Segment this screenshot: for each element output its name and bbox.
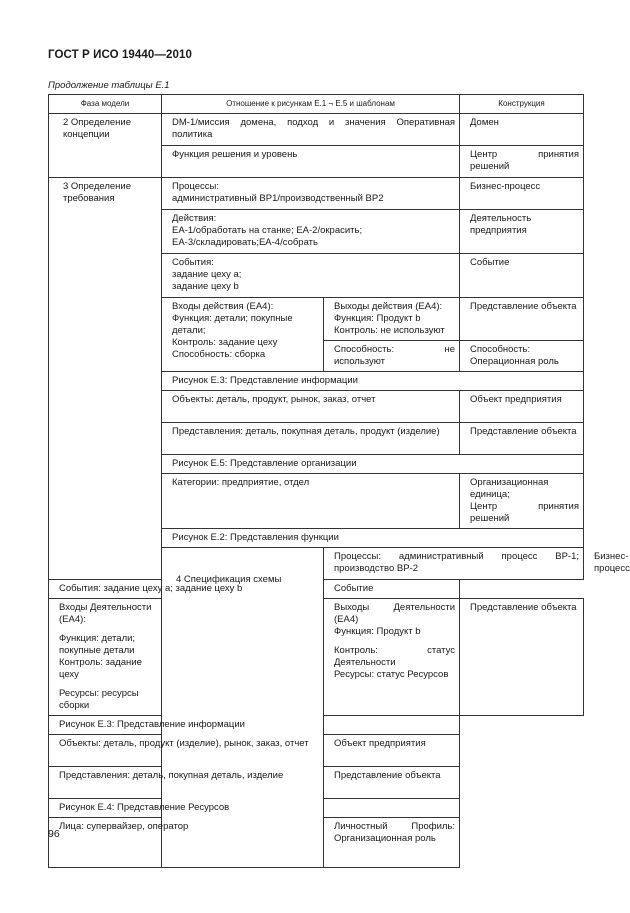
- figure-ref-cell: Рисунок Е.5: Представление организации: [162, 455, 584, 474]
- page-number: 96: [48, 828, 60, 840]
- outputs-function: Функция: Продукт b: [334, 626, 421, 637]
- table-continuation-caption: Продолжение таблицы Е.1: [48, 80, 170, 91]
- relation-cell: События: задание цеху a; задание цеху b: [49, 580, 324, 599]
- inputs-function: Функция: детали; покупные детали: [59, 633, 136, 656]
- construct-cell: Представление объекта: [460, 599, 584, 716]
- figure-ref-cell: Рисунок Е.3: Представление информации: [49, 716, 460, 735]
- relation-cell: События: задание цеху a; задание цеху b: [162, 254, 460, 298]
- relation-cell: Объекты: деталь, продукт, рынок, заказ, отчет: [162, 391, 460, 423]
- construct-cell: Способность: Операционная роль: [460, 341, 584, 372]
- figure-ref-cell: Рисунок Е.2: Представления функции: [162, 529, 584, 548]
- construct-cell: Представление объекта: [324, 767, 460, 799]
- relation-outputs-cell: [324, 599, 460, 716]
- phase-cell: 2 Определение концепции: [49, 114, 162, 178]
- relation-outputs-cell: Способность: не используют: [324, 341, 460, 372]
- relation-cell: Представления: деталь, покупная деталь, изделие: [49, 767, 324, 799]
- outputs-control: Контроль: статус Деятельности: [334, 645, 456, 668]
- construct-cell: Домен: [460, 114, 584, 146]
- outputs-resources: Ресурсы: статус Ресурсов: [334, 669, 449, 680]
- relation-cell: Процессы: административный BP1/производственный BP2: [162, 178, 460, 210]
- table-e1: [48, 94, 630, 868]
- relation-cell: Процессы: административный процесс BP-1; производство BP-2: [324, 548, 584, 580]
- inputs-title: Входы Деятельности (EA4):: [59, 602, 152, 625]
- table-row: [49, 767, 584, 799]
- table-row: [49, 580, 584, 599]
- col-header-relation: Отношение к рисункам Е.1 ¬ Е.5 и шаблонам: [162, 95, 460, 114]
- table-row: 4 Спецификация схемы Процессы: административный процесс BP-1; производство BP-2 Бизнес-процесс: [49, 548, 584, 580]
- outputs-title: Выходы Деятельности (EA4): [334, 602, 456, 625]
- relation-cell: Представления: деталь, покупная деталь, продукт (изделие): [162, 423, 460, 455]
- relation-cell: Категории: предприятие, отдел: [162, 474, 460, 529]
- construct-cell: Деятельность предприятия: [460, 210, 584, 254]
- figure-ref-cell: Рисунок Е.4: Представление Ресурсов: [49, 799, 460, 818]
- inputs-resources: Ресурсы: ресурсы сборки: [59, 688, 139, 711]
- table-row: [49, 716, 584, 735]
- table-row: [49, 114, 584, 146]
- col-header-phase: Фаза модели: [49, 95, 162, 114]
- relation-cell: Действия: EA-1/обработать на станке; EA-2/окрасить; EA-3/складировать;EA-4/собрать: [162, 210, 460, 254]
- inputs-control: Контроль: задание цеху: [59, 657, 142, 680]
- construct-cell: Представление объекта: [460, 423, 584, 455]
- construct-cell: Бизнес-процесс: [460, 178, 584, 210]
- relation-cell: DM-1/миссия домена, подход и значения Оперативная политика: [162, 114, 460, 146]
- construct-cell: Личностный Профиль: Организационная роль: [324, 818, 460, 868]
- construct-cell: Организационная единица; Центр принятия решений: [460, 474, 584, 529]
- document-header: ГОСТ Р ИСО 19440—2010: [48, 49, 193, 61]
- table-header-row: [49, 95, 584, 114]
- col-header-construct: Конструкция: [460, 95, 584, 114]
- relation-outputs-cell: Выходы действия (EA4): Функция: Продукт b Контроль: не используют: [324, 298, 460, 341]
- construct-cell: Событие: [460, 254, 584, 298]
- table-row: [49, 178, 584, 210]
- relation-cell: Функция решения и уровень: [162, 146, 460, 178]
- relation-inputs-cell: [49, 599, 162, 716]
- figure-ref-cell: Рисунок Е.3: Представление информации: [162, 372, 584, 391]
- relation-cell: Объекты: деталь, продукт (изделие), рынок, заказ, отчет: [49, 735, 324, 767]
- construct-cell: Объект предприятия: [324, 735, 460, 767]
- table-row: [49, 818, 584, 868]
- relation-cell: Лица: супервайзер, оператор: [49, 818, 324, 868]
- construct-cell: Событие: [324, 580, 460, 599]
- phase-cell: 4 Спецификация схемы: [162, 548, 324, 868]
- relation-inputs-cell: Входы действия (EA4): Функция: детали; покупные детали; Контроль: задание цеху Способность: сборка: [162, 298, 324, 372]
- construct-cell: Центр принятия решений: [460, 146, 584, 178]
- construct-cell: Представление объекта: [460, 298, 584, 341]
- phase-cell: 3 Определение требования: [49, 178, 162, 580]
- table-row: [49, 735, 584, 767]
- construct-cell: Объект предприятия: [460, 391, 584, 423]
- table-row: [49, 799, 584, 818]
